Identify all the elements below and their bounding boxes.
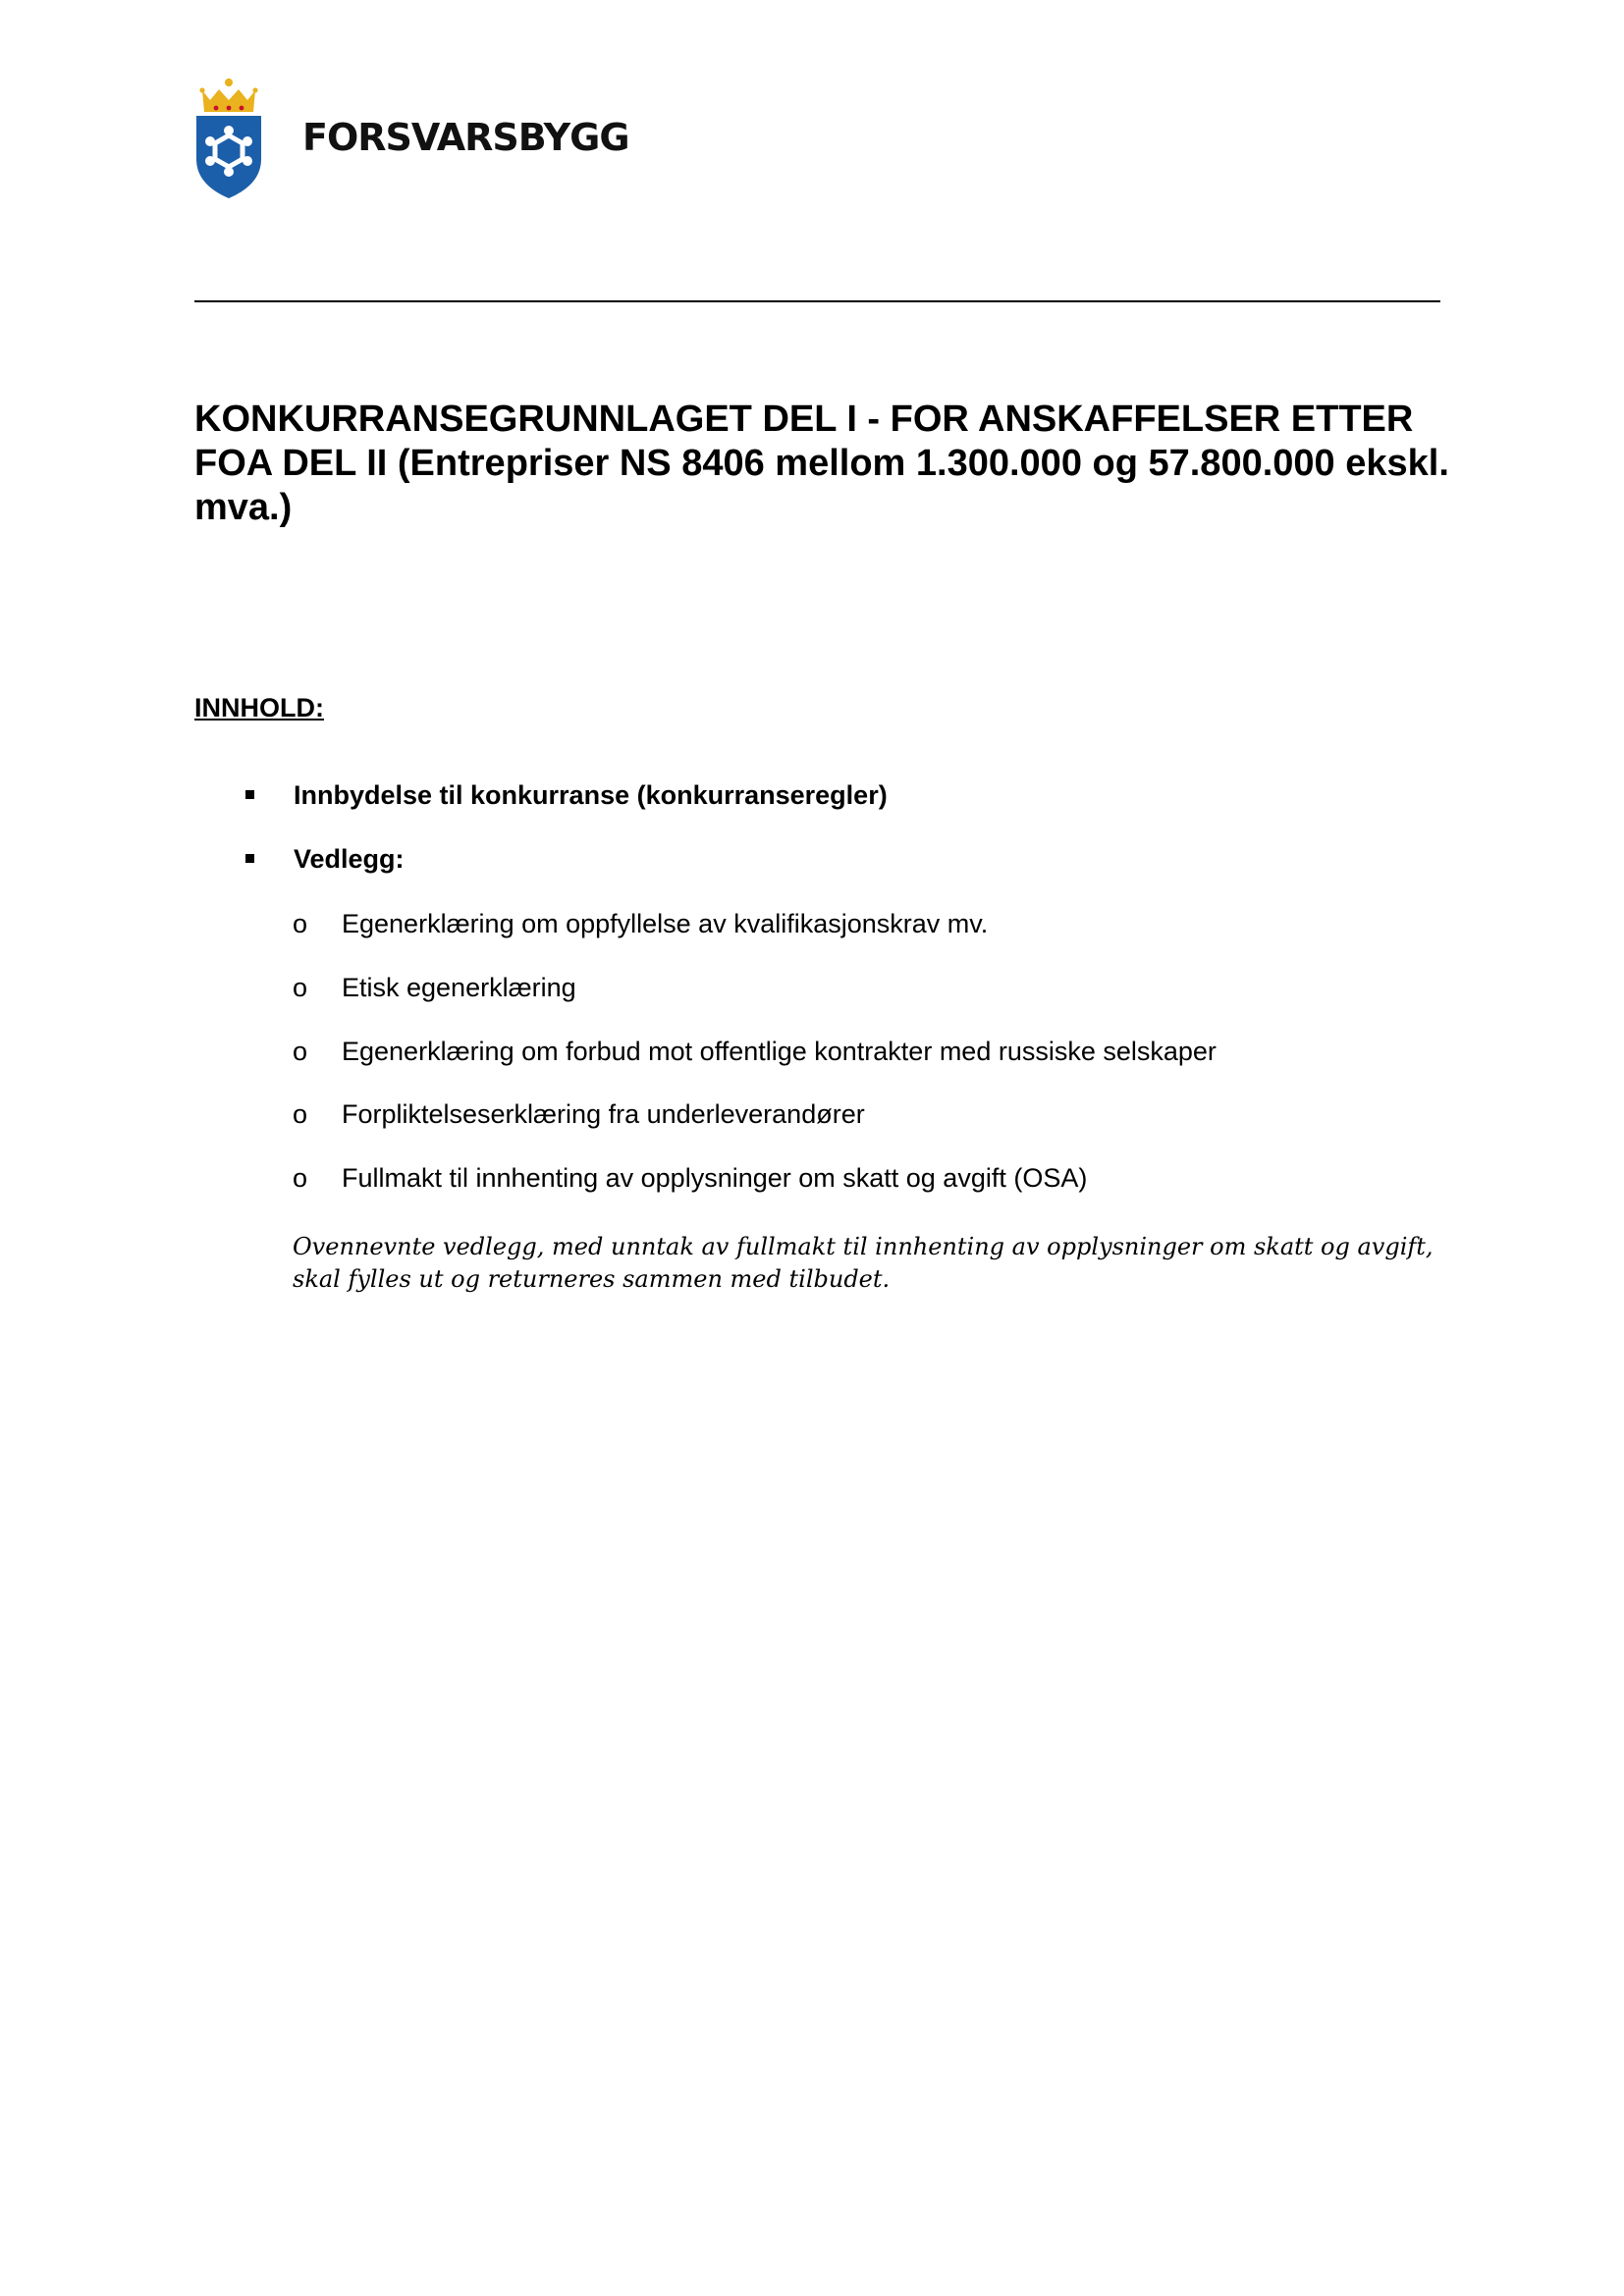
attachment-label: Forpliktelseserklæring fra underleverandører xyxy=(342,1099,865,1129)
brand-name: FORSVARSBYGG xyxy=(302,116,629,159)
attachment-label: Egenerklæring om forbud mot offentlige kontrakter med russiske selskaper xyxy=(342,1037,1217,1066)
attachment-label: Etisk egenerklæring xyxy=(342,973,576,1002)
attachment-label: Fullmakt til innhenting av opplysninger om skatt og avgift (OSA) xyxy=(342,1163,1088,1193)
circle-bullet-icon: o xyxy=(293,1037,308,1066)
contents-heading: INNHOLD: xyxy=(194,693,324,722)
document-title: KONKURRANSEGRUNNLAGET DEL I - FOR ANSKAFFELSER ETTER FOA DEL II (Entrepriser NS 8406 mellom 1.300.000 og 57.800.000 ekskl. mva.) xyxy=(194,399,1449,528)
square-bullet-icon xyxy=(245,854,254,863)
attachment-label: Egenerklæring om oppfyllelse av kvalifikasjonskrav mv. xyxy=(342,909,989,938)
circle-bullet-icon: o xyxy=(293,1163,308,1193)
circle-bullet-icon: o xyxy=(293,1099,308,1129)
circle-bullet-icon: o xyxy=(293,973,308,1002)
attachments-note: Ovennevnte vedlegg, med unntak av fullmakt til innhenting av opplysninger om skatt og avgift, skal fylles ut og returneres sammen med tilbudet. xyxy=(293,1233,1434,1293)
header-divider xyxy=(194,300,1440,302)
square-bullet-icon xyxy=(245,790,254,799)
circle-bullet-icon: o xyxy=(293,909,308,938)
list-item-label: Vedlegg: xyxy=(294,844,405,874)
list-item-label: Innbydelse til konkurranse (konkurranseregler) xyxy=(294,780,888,810)
forsvarsbygg-crest-icon xyxy=(194,77,263,199)
